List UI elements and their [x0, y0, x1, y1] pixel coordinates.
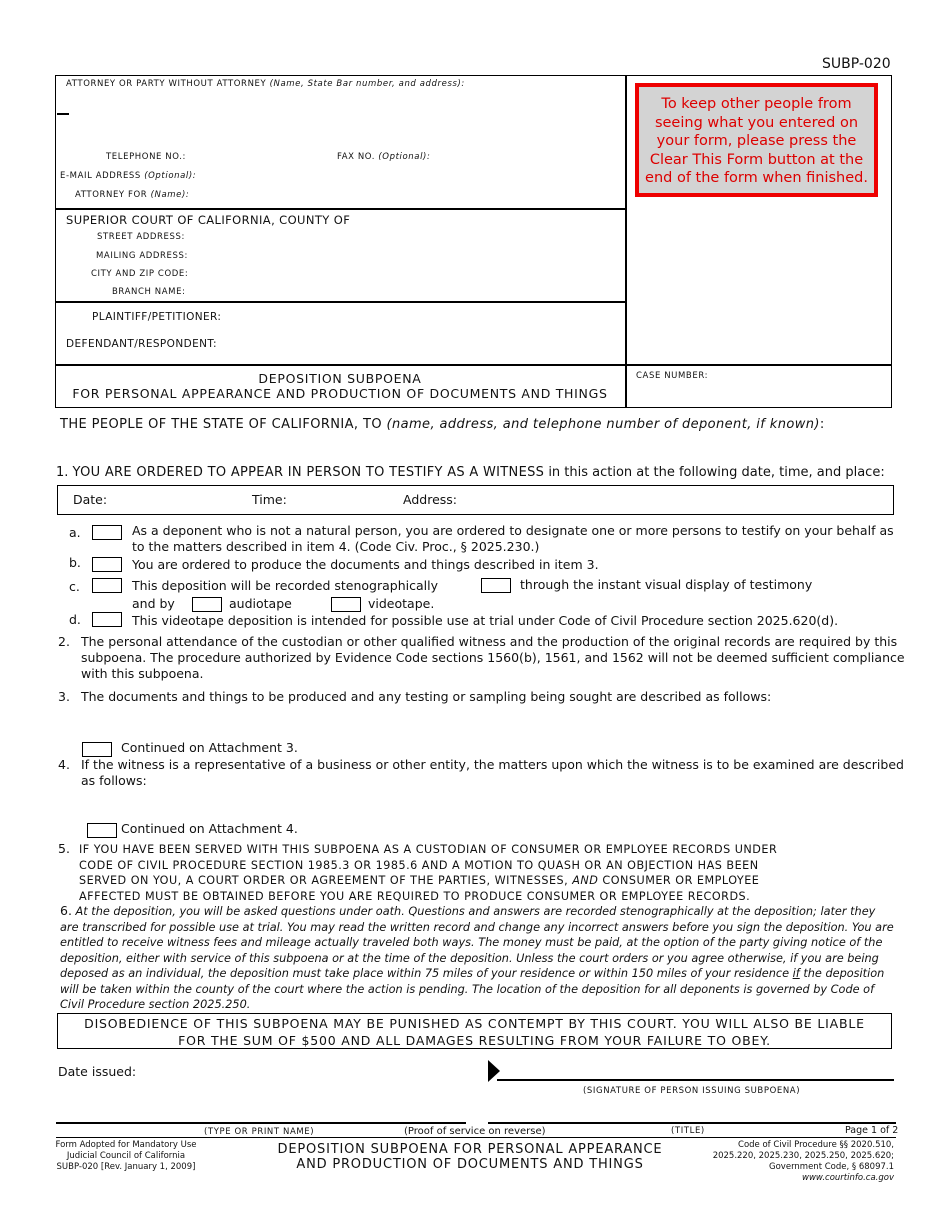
form-title-line2: FOR PERSONAL APPEARANCE AND PRODUCTION OF DOCUMENTS AND THINGS: [72, 386, 608, 401]
divider-title: [55, 364, 892, 366]
header-vertical-divider: [625, 75, 627, 408]
court-title: SUPERIOR COURT OF CALIFORNIA, COUNTY OF: [66, 213, 351, 227]
defendant-label: DEFENDANT/RESPONDENT:: [66, 338, 217, 350]
contempt-warning: DISOBEDIENCE OF THIS SUBPOENA MAY BE PUNISHED AS CONTEMPT BY THIS COURT. YOU WILL ALSO BE LIABLE FOR THE SUM OF $500 AND ALL DAMAGES RESULTING FROM YOUR FAILURE TO OBEY.: [57, 1013, 892, 1049]
divider-court: [55, 208, 625, 210]
attachment4-checkbox[interactable]: [87, 823, 117, 838]
footer-divider: [56, 1137, 896, 1138]
footer-right: Code of Civil Procedure §§ 2020.510, 2025.220, 2025.230, 2025.250, 2025.620; Government Code, § 68097.1 www.courtinfo.ca.gov: [700, 1140, 894, 1184]
case-number-label: CASE NUMBER:: [636, 371, 709, 381]
audiotape-checkbox[interactable]: [192, 597, 222, 612]
item5-text: IF YOU HAVE BEEN SERVED WITH THIS SUBPOENA AS A CUSTODIAN OF CONSUMER OR EMPLOYEE RECORDS UNDER CODE OF CIVIL PROCEDURE SECTION 1985.3 OR 1985.6 AND A MOTION TO QUASH OR AN OBJECTION HAS BEEN SERVED ON YOU, A COURT ORDER OR AGREEMENT OF THE PARTIES, WITNESSES, AND CONSUMER OR EMPLOYEE AFFECTED MUST BE OBTAINED BEFORE YOU ARE REQUIRED TO PRODUCE CONSUMER OR EMPLOYEE RECORDS.: [79, 843, 778, 904]
plaintiff-label: PLAINTIFF/PETITIONER:: [92, 311, 222, 323]
branch-name-label: BRANCH NAME:: [112, 287, 186, 297]
audiotape-text: audiotape: [229, 596, 292, 611]
signature-label: (SIGNATURE OF PERSON ISSUING SUBPOENA): [583, 1086, 801, 1096]
attorney-input-cursor[interactable]: [57, 113, 69, 115]
form-title-line1: DEPOSITION SUBPOENA: [258, 371, 422, 386]
attachment3-checkbox[interactable]: [82, 742, 112, 757]
item2-text: The personal attendance of the custodian or other qualified witness and the production of the original records are required by this subpoena. The procedure authorized by Evidence Code sections 1560(b), 1561, and 1562 will not be deemed sufficient compliance with this subpoena.: [81, 634, 905, 681]
signature-line[interactable]: [497, 1079, 894, 1081]
instant-visual-checkbox[interactable]: [481, 578, 511, 593]
mailing-address-label: MAILING ADDRESS:: [96, 251, 188, 261]
item1-heading: 1. YOU ARE ORDERED TO APPEAR IN PERSON TO TESTIFY AS A WITNESS in this action at the following date, time, and place:: [56, 465, 885, 480]
attachment3-text: Continued on Attachment 3.: [121, 740, 298, 755]
form-id: SUBP-020: [822, 56, 891, 72]
and-by-text: and by: [132, 596, 175, 611]
address-label: Address:: [403, 492, 457, 507]
option-d-checkbox[interactable]: [92, 612, 122, 627]
videotape-text: videotape.: [368, 596, 435, 611]
footer-title: DEPOSITION SUBPOENA FOR PERSONAL APPEARANCE AND PRODUCTION OF DOCUMENTS AND THINGS: [277, 1142, 663, 1172]
option-d-text: This videotape deposition is intended for possible use at trial under Code of Civil Procedure section 2025.620(d).: [132, 613, 839, 628]
type-print-label: (TYPE OR PRINT NAME): [204, 1127, 315, 1137]
option-b-text: You are ordered to produce the documents and things described in item 3.: [132, 557, 599, 572]
item3-text: The documents and things to be produced and any testing or sampling being sought are described as follows:: [81, 689, 772, 704]
time-label: Time:: [252, 492, 287, 507]
clear-form-notice: To keep other people from seeing what you entered on your form, please press the Clear This Form button at the end of the form when finished.: [635, 83, 878, 197]
option-c-checkbox[interactable]: [92, 578, 122, 593]
option-c-letter: c.: [69, 579, 80, 594]
courtinfo-link[interactable]: www.courtinfo.ca.gov: [802, 1173, 894, 1183]
type-print-line[interactable]: [56, 1122, 466, 1124]
option-d-letter: d.: [69, 612, 81, 627]
instant-visual-text: through the instant visual display of testimony: [520, 577, 813, 592]
attachment4-text: Continued on Attachment 4.: [121, 821, 298, 836]
option-a-letter: a.: [69, 525, 81, 540]
email-label: E-MAIL ADDRESS (Optional):: [60, 171, 197, 181]
option-a-checkbox[interactable]: [92, 525, 122, 540]
fax-label: FAX NO. (Optional):: [337, 152, 431, 162]
item5-number: 5.: [58, 841, 70, 856]
appearance-details-box[interactable]: [57, 485, 894, 515]
option-b-checkbox[interactable]: [92, 557, 122, 572]
item3-number: 3.: [58, 689, 70, 704]
date-label: Date:: [73, 492, 108, 507]
attorney-label: ATTORNEY OR PARTY WITHOUT ATTORNEY (Name, State Bar number, and address):: [66, 79, 465, 89]
item4-number: 4.: [58, 757, 70, 772]
item6-text: 6. At the deposition, you will be asked questions under oath. Questions and answers are recorded stenographically at the deposition; later they are transcribed for possible use at trial. You may read the written record and change any incorrect answers before you sign the deposition. You are entitled to receive witness fees and mileage actually traveled both ways. The money must be paid, at the option of the party giving notice of the deposition, either with service of this subpoena or at the time of the deposition. Unless the court orders or you agree otherwise, if you are being deposed as an individual, the deposition must take place within 75 miles of your residence or within 150 miles of your residence if the deposition will be taken within the county of the court where the action is pending. The location of the deposition for all deponents is governed by Code of Civil Procedure section 2025.250.: [60, 903, 894, 1011]
item4-text: If the witness is a representative of a business or other entity, the matters upon which the witness is to be examined are described as follows:: [81, 757, 904, 788]
option-c-text: This deposition will be recorded stenographically: [132, 578, 438, 593]
option-b-letter: b.: [69, 555, 81, 570]
people-line: THE PEOPLE OF THE STATE OF CALIFORNIA, TO (name, address, and telephone number of deponent, if known):: [60, 417, 825, 432]
city-zip-label: CITY AND ZIP CODE:: [91, 269, 189, 279]
telephone-label: TELEPHONE NO.:: [106, 152, 186, 162]
attorney-for-label: ATTORNEY FOR (Name):: [75, 190, 190, 200]
option-a-text: As a deponent who is not a natural person, you are ordered to designate one or more persons to testify on your behalf as to the matters described in item 4. (Code Civ. Proc., § 2025.230.): [132, 523, 894, 554]
date-issued-label: Date issued:: [58, 1064, 137, 1079]
street-address-label: STREET ADDRESS:: [97, 232, 185, 242]
videotape-checkbox[interactable]: [331, 597, 361, 612]
item2-number: 2.: [58, 634, 70, 649]
footer-left: Form Adopted for Mandatory Use Judicial Council of California SUBP-020 [Rev. January 1, 2009]: [55, 1140, 197, 1172]
title-label: (TITLE): [671, 1126, 705, 1136]
title-line[interactable]: [488, 1122, 896, 1124]
proof-of-service-note: (Proof of service on reverse): [404, 1126, 546, 1137]
form-title: [55, 371, 625, 401]
page-number: Page 1 of 2: [845, 1125, 899, 1136]
divider-parties: [55, 301, 625, 303]
